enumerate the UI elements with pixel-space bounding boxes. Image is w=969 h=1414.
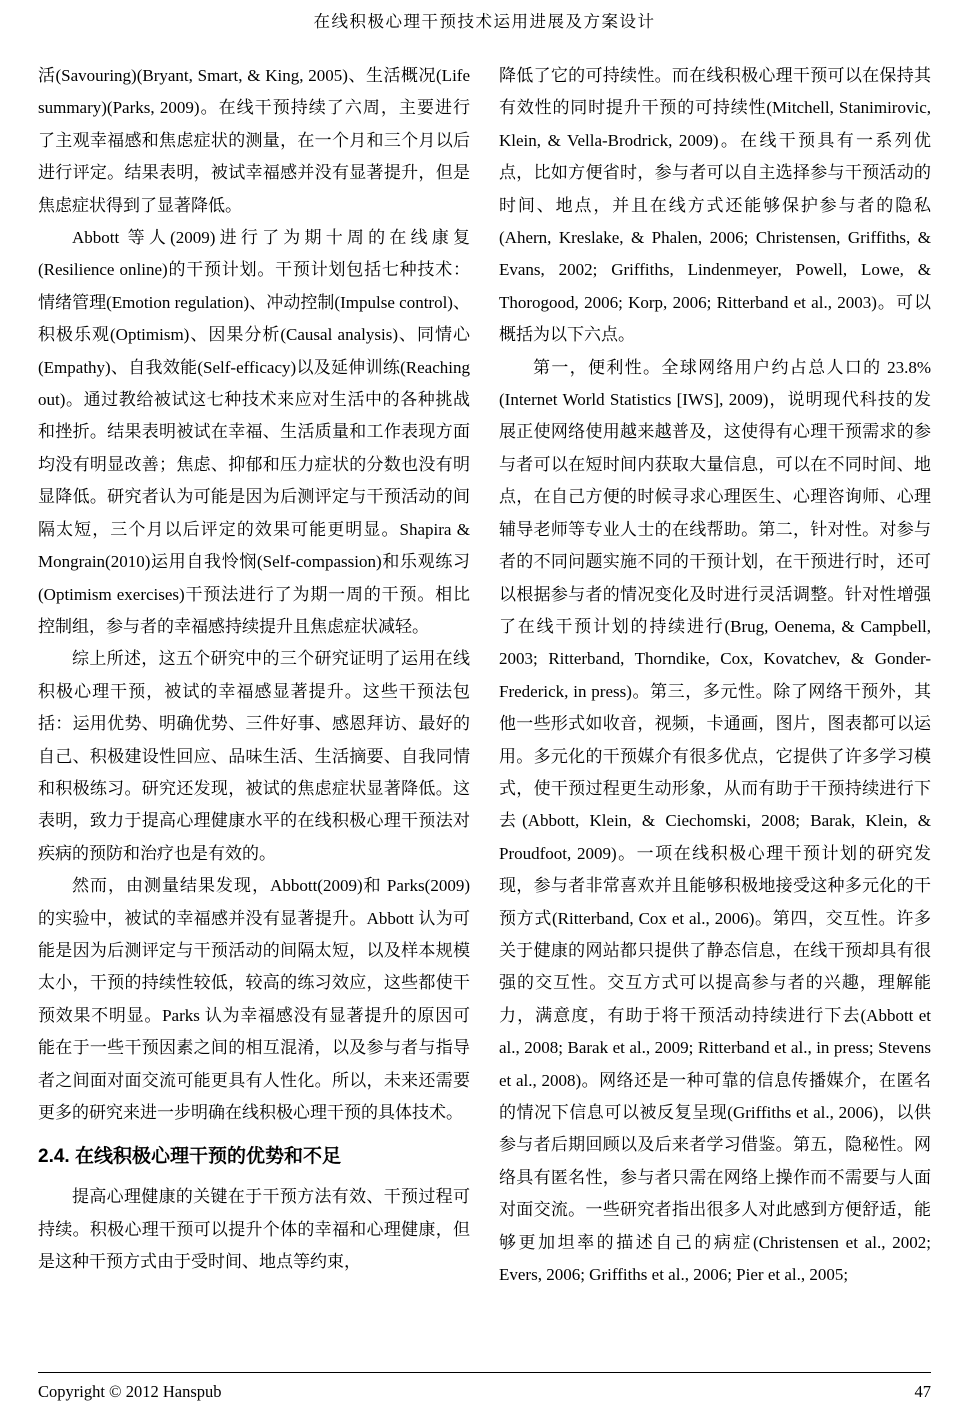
left-column (38, 60, 470, 1291)
paragraph: 综上所述，这五个研究中的三个研究证明了运用在线积极心理干预，被试的幸福感显著提升。这些干预法包括：运用优势、明确优势、三件好事、感恩拜访、最好的自己、积极建设性回应、品味生活、生活摘要、自我同情和积极练习。研究还发现，被试的焦虑症状显著降低。这表明，致力于提高心理健康水平的在线积极心理干预法对疾病的预防和治疗也是有效的。 (38, 649, 470, 863)
section-heading: 2.4. 在线积极心理干预的优势和不足 (38, 1146, 341, 1168)
paragraph: 提高心理健康的关键在于干预方法有效、干预过程可持续。积极心理干预可以提升个体的幸福和心理健康，但是这种干预方式由于受时间、地点等约束， (38, 1187, 470, 1272)
paragraph: 活(Savouring)(Bryant, Smart, & King, 2005)、生活概况(Life summary)(Parks, 2009)。在线干预持续了六周，主要进行了主观幸福感和焦虑症状的测量，在一个月和三个月以后进行评定。结果表明，被试幸福感并没有显著提升，但是焦虑症状得到了显著降低。 (38, 66, 470, 215)
paragraph: Abbott 等人(2009)进行了为期十周的在线康复(Resilience online)的干预计划。干预计划包括七种技术：情绪管理(Emotion regulation)、冲动控制(Impulse control)、积极乐观(Optimism)、因果分析(Causal analysis)、同情心(Empathy)、自我效能(Self-efficacy)以及延伸训练(Reaching out)。通过教给被试这七种技术来应对生活中的各种挑战和挫折。结果表明被试在幸福、生活质量和工作表现方面均没有明显改善；焦虑、抑郁和压力症状的分数也没有明显降低。研究者认为可能是因为后测评定与干预活动的间隔太短，三个月以后评定的效果可能更明显。Shapira & Mongrain(2010)运用自我怜悯(Self-compassion)和乐观练习(Optimism exercises)干预法进行了为期一周的干预。相比控制组，参与者的幸福感持续提升且焦虑症状减轻。 (38, 228, 470, 636)
paragraph: 降低了它的可持续性。而在线积极心理干预可以在保持其有效性的同时提升干预的可持续性(Mitchell, Stanimirovic, Klein, & Vella-Brodrick, 2009)。在线干预具有一系列优点，比如方便省时，参与者可以自主选择参与干预活动的时间、地点，并且在线方式还能够保护参与者的隐私(Ahern, Kreslake, & Phalen, 2006; Christensen, Griffiths, & Evans, 2002; Griffiths, Lindenmeyer, Powell, Lowe, & Thorogood, 2006; Korp, 2006; Ritterband et al., 2003)。可以概括为以下六点。 (499, 66, 931, 345)
copyright-text: Copyright © 2012 Hanspub (38, 1382, 222, 1401)
page-footer (38, 1372, 931, 1402)
running-title: 在线积极心理干预技术运用进展及方案设计 (313, 12, 656, 31)
two-column-body (0, 60, 969, 1291)
right-column (499, 60, 931, 1291)
page-number: 47 (914, 1382, 931, 1401)
paragraph: 然而，由测量结果发现，Abbott(2009)和 Parks(2009)的实验中，被试的幸福感并没有显著提升。Abbott 认为可能是因为后测评定与干预活动的间隔太短，以及样本规模太小，干预的持续性较低，较高的练习效应，这些都使干预效果不明显。Parks 认为幸福感没有显著提升的原因可能在于一些干预因素之间的相互混淆，以及参与者与指导者之间面对面交流可能更具有人性化。所以，未来还需要更多的研究来进一步明确在线积极心理干预的具体技术。 (38, 876, 470, 1122)
page-header (0, 0, 969, 32)
paragraph: 第一，便利性。全球网络用户约占总人口的 23.8%(Internet World Statistics [IWS], 2009)，说明现代科技的发展正使网络使用越来越普及，这使得有心理干预需求的参与者可以在短时间内获取大量信息，可以在不同时间、地点，在自己方便的时候寻求心理医生、心理咨询师、心理辅导老师等专业人士的在线帮助。第二，针对性。对参与者的不同问题实施不同的干预计划，在干预进行时，还可以根据参与者的情况变化及时进行灵活调整。针对性增强了在线干预计划的持续进行(Brug, Oenema, & Campbell, 2003; Ritterband, Thorndike, Cox, Kovatchev, & Gonder-Frederick, in press)。第三，多元性。除了网络干预外，其他一些形式如收音，视频，卡通画，图片，图表都可以运用。多元化的干预媒介有很多优点，它提供了许多学习模式，使干预过程更生动形象，从而有助于干预持续进行下去(Abbott, Klein, & Ciechomski, 2008; Barak, Klein, & Proudfoot, 2009)。一项在线积极心理干预计划的研究发现，参与者非常喜欢并且能够积极地接受这种多元化的干预方式(Ritterband, Cox et al., 2006)。第四，交互性。许多关于健康的网站都只提供了静态信息，在线干预却具有很强的交互性。交互方式可以提高参与者的兴趣，理解能力，满意度，有助于将干预活动持续进行下去(Abbott et al., 2008; Barak et al., 2009; Ritterband et al., in press; Stevens et al., 2008)。网络还是一种可靠的信息传播媒介，在匿名的情况下信息可以被反复呈现(Griffiths et al., 2006)，以供参与者后期回顾以及后来者学习借鉴。第五，隐秘性。网络具有匿名性，参与者只需在网络上操作而不需要与人面对面交流。一些研究者指出很多人对此感到方便舒适，能够更加坦率的描述自己的病症(Christensen et al., 2002; Evers, 2006; Griffiths et al., 2006; Pier et al., 2005; (499, 357, 931, 1285)
